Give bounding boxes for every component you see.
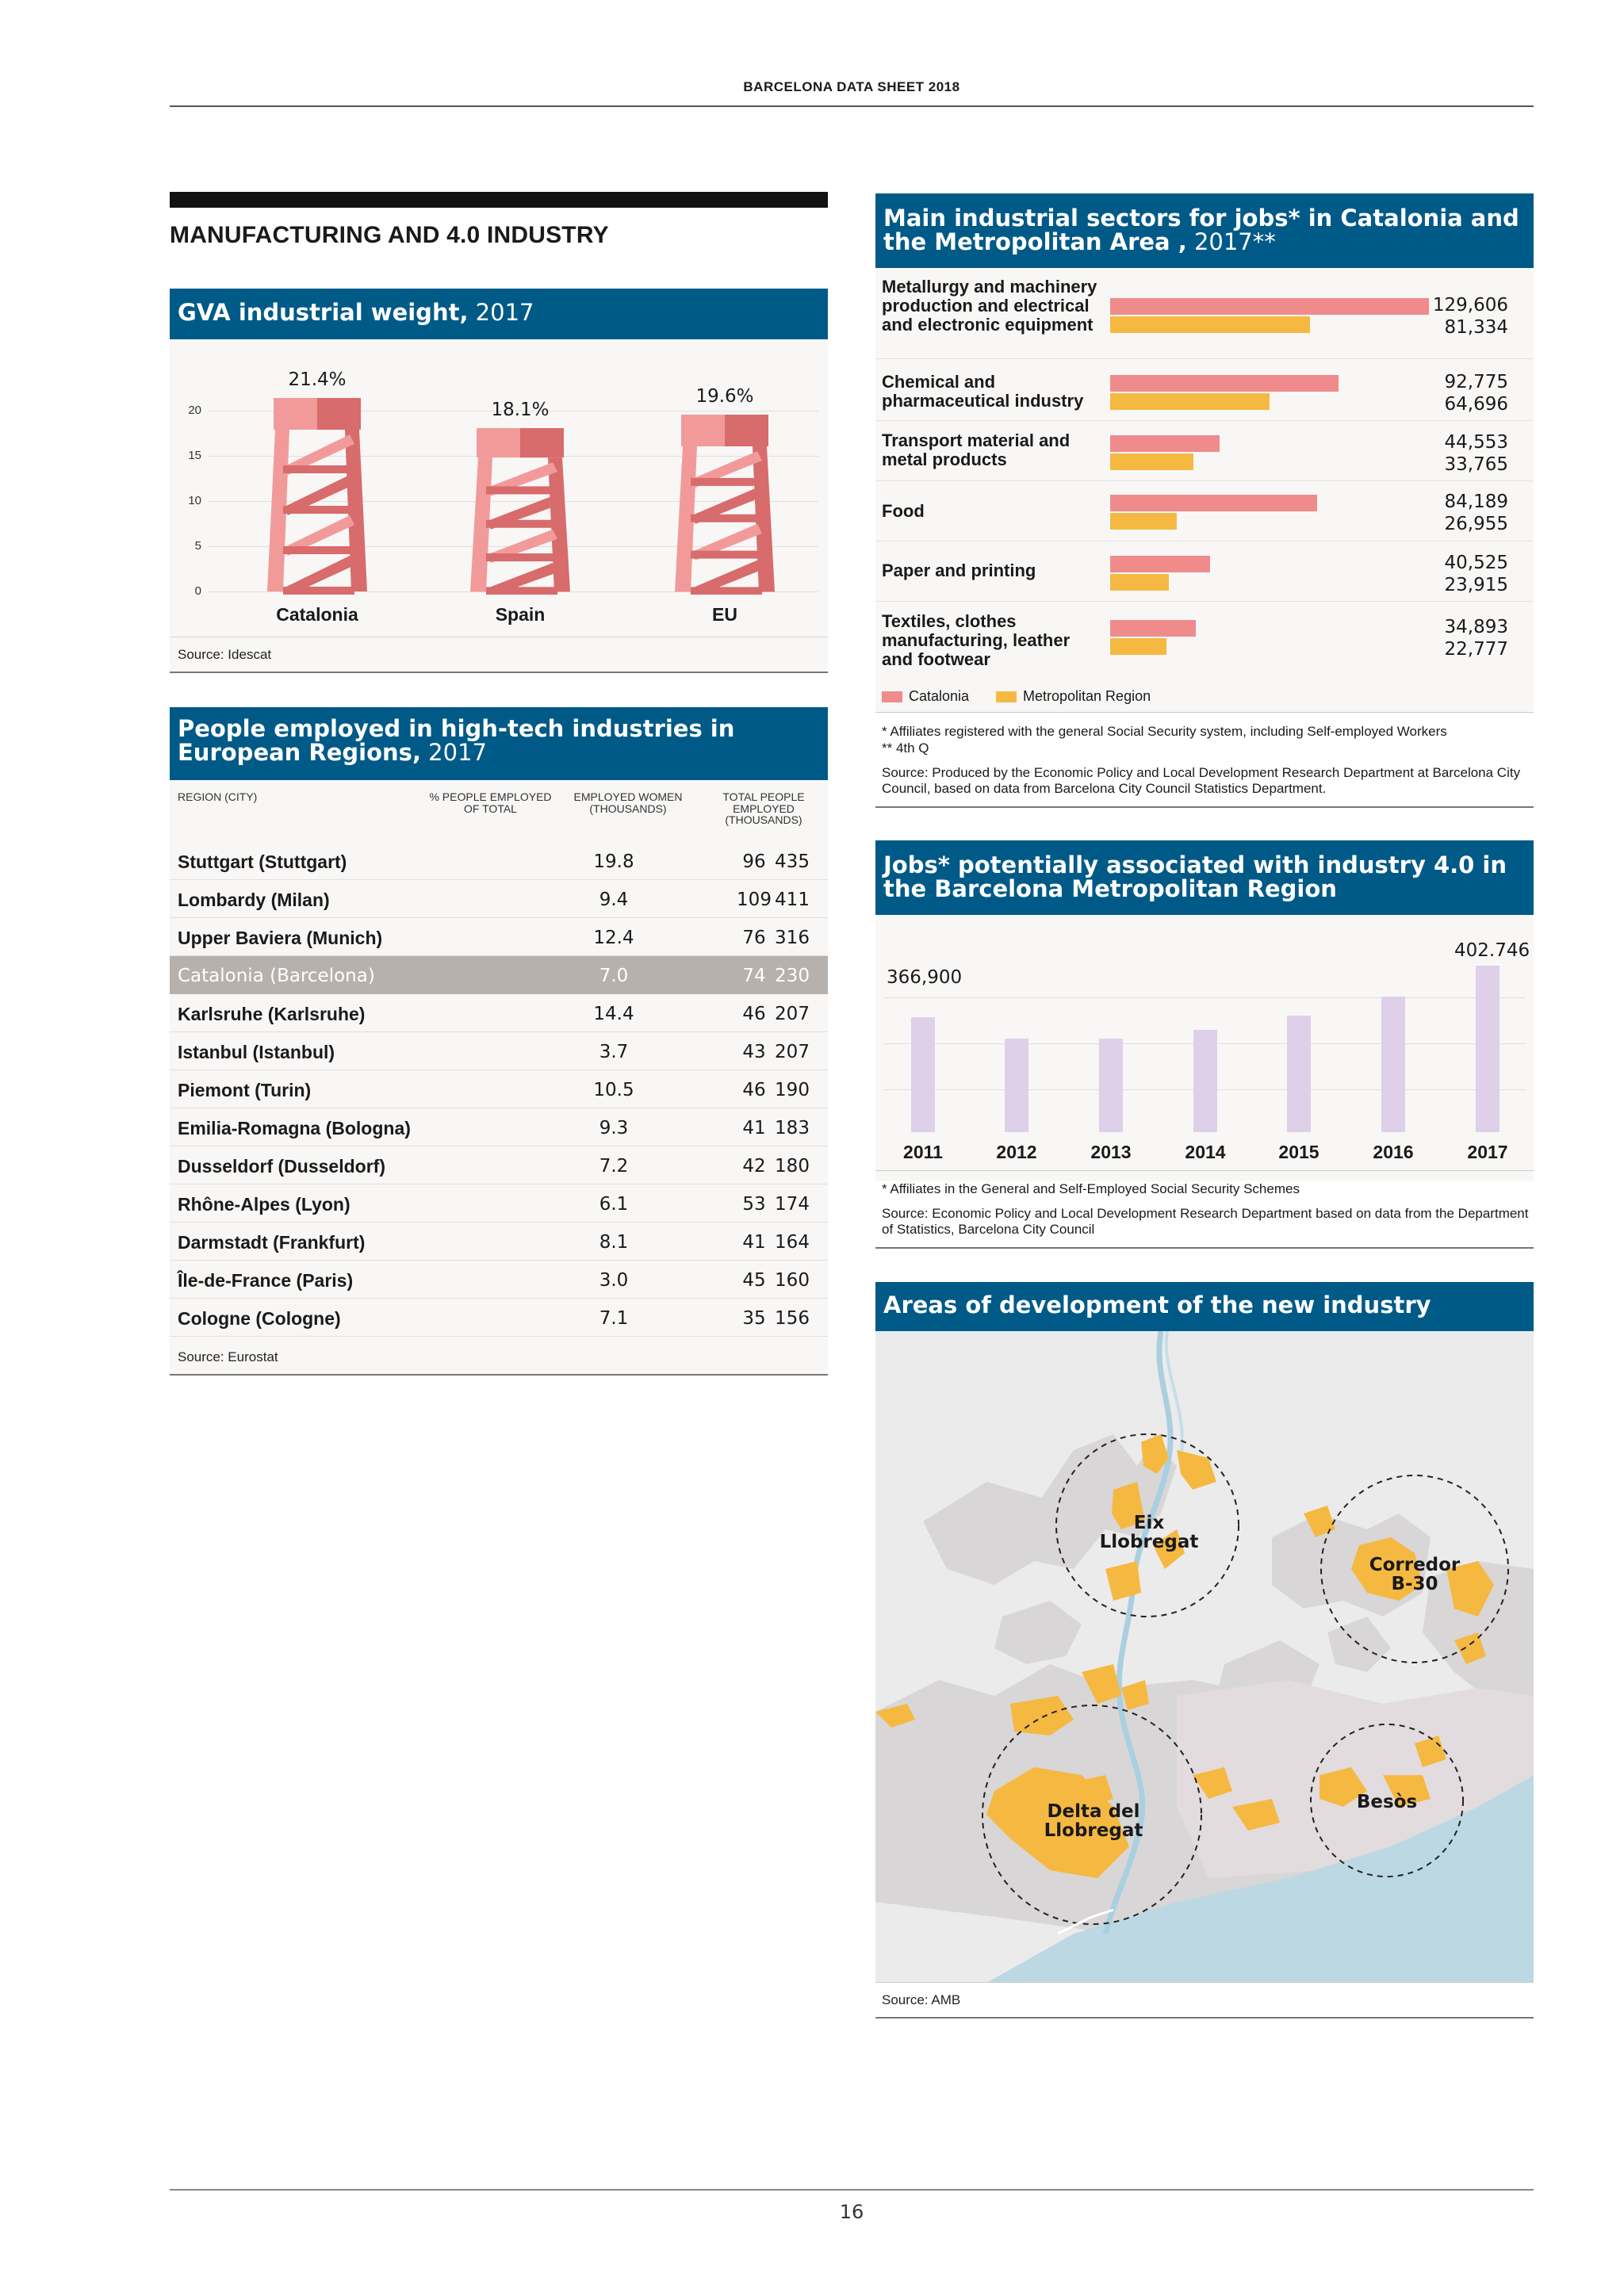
- value-metropolitan: 81,334: [1444, 316, 1508, 338]
- pct-cell: 7.2: [599, 1156, 629, 1177]
- bar-metropolitan: [1110, 453, 1193, 470]
- pct-cell: 7.1: [599, 1308, 629, 1329]
- section-title: MANUFACTURING AND 4.0 INDUSTRY: [170, 222, 609, 248]
- bar-catalonia: [1110, 298, 1429, 315]
- footer-rule: [170, 2189, 1534, 2191]
- pct-cell: 8.1: [599, 1232, 629, 1253]
- jobs-bar: [1099, 1039, 1123, 1132]
- col-header-women: EMPLOYED WOMEN (THOUSANDS): [573, 790, 683, 815]
- jobs-bar: [1005, 1039, 1028, 1132]
- sector-separator: [875, 601, 1534, 602]
- jobs-bar: [911, 1017, 935, 1132]
- map-bottom-rule: [875, 2017, 1534, 2019]
- hightech-source: Source: Eurostat: [178, 1349, 278, 1364]
- jobs-year-label: 2011: [903, 1142, 943, 1162]
- women-cell: 53: [742, 1194, 766, 1215]
- region-cell: Lombardy (Milan): [178, 890, 330, 910]
- table-row: [170, 1299, 828, 1337]
- bar-metropolitan: [1110, 513, 1177, 530]
- region-cell: Rhône-Alpes (Lyon): [178, 1194, 350, 1215]
- hightech-panel-title: [170, 707, 828, 780]
- table-row: [170, 918, 828, 956]
- jobs-bar: [1476, 966, 1500, 1132]
- gva-category-label: EU: [712, 604, 737, 625]
- map-divider: [875, 1982, 1534, 1983]
- sector-values: [1411, 372, 1508, 415]
- jobs-year-label: 2017: [1467, 1142, 1508, 1162]
- pct-cell: 10.5: [593, 1080, 634, 1100]
- header-rule: [170, 105, 1534, 107]
- gva-tower-catalonia: [266, 398, 369, 595]
- total-cell: 207: [775, 1042, 810, 1062]
- pct-cell: 3.0: [599, 1270, 629, 1291]
- pct-cell: 6.1: [599, 1194, 629, 1215]
- gva-ytick: 20: [188, 404, 201, 417]
- gva-title-year: 2017: [468, 299, 534, 326]
- legend-label-catalonia: Catalonia: [909, 688, 970, 704]
- jobs-note: * Affiliates in the General and Self-Employed Social Security Schemes: [882, 1181, 1300, 1196]
- table-row: [170, 1146, 828, 1184]
- col-header-region: REGION (CITY): [178, 790, 258, 803]
- value-metropolitan: 22,777: [1444, 638, 1508, 660]
- sectors-title-year: 2017**: [1186, 228, 1276, 256]
- women-cell: 46: [742, 1080, 766, 1100]
- jobs-year-label: 2014: [1185, 1142, 1226, 1162]
- table-row: [170, 842, 828, 880]
- women-cell: 109: [737, 890, 772, 910]
- gva-tower-spain: [469, 428, 572, 595]
- jobs-gridline: [883, 997, 1526, 998]
- region-cell: Emilia-Romagna (Bologna): [178, 1118, 411, 1138]
- sectors-note-2: ** 4th Q: [882, 740, 929, 756]
- region-cell: Cologne (Cologne): [178, 1308, 341, 1329]
- map-label-eix-llobregat: Eix Llobregat: [1099, 1513, 1199, 1553]
- sector-values: [1411, 492, 1508, 535]
- sector-label: Food: [882, 501, 925, 521]
- gva-category-label: Catalonia: [276, 604, 358, 625]
- value-catalonia: 40,525: [1444, 553, 1508, 573]
- jobs-bar: [1193, 1030, 1217, 1132]
- map-label-besos: Besòs: [1356, 1792, 1418, 1812]
- women-cell: 41: [742, 1232, 766, 1253]
- jobs-first-value: 366,900: [887, 967, 963, 988]
- total-cell: 435: [775, 851, 810, 872]
- sector-values: [1411, 432, 1508, 476]
- table-row: [170, 1184, 828, 1223]
- jobs-year-label: 2012: [996, 1142, 1037, 1162]
- value-catalonia: 129,606: [1432, 295, 1508, 316]
- value-catalonia: 34,893: [1444, 617, 1508, 637]
- bar-catalonia: [1110, 375, 1339, 392]
- value-metropolitan: 64,696: [1444, 393, 1508, 415]
- table-row: [170, 1070, 828, 1108]
- legend-label-metropolitan: Metropolitan Region: [1023, 688, 1151, 704]
- sector-separator: [875, 480, 1534, 481]
- sector-label: Metallurgy and machinery production and electrical and electronic equipment: [882, 277, 1097, 335]
- section-bar: [170, 192, 828, 208]
- col-header-pct: % PEOPLE EMPLOYED OF TOTAL: [429, 790, 552, 815]
- gva-panel-title: [170, 289, 828, 339]
- sectors-note-1: * Affiliates registered with the general Social Security system, including Self-employed Workers: [882, 724, 1447, 739]
- region-cell: Île-de-France (Paris): [178, 1270, 354, 1291]
- sector-label: Textiles, clothes manufacturing, leather and footwear: [882, 611, 1071, 670]
- hightech-title-year: 2017: [420, 739, 487, 767]
- pct-cell: 14.4: [593, 1004, 634, 1024]
- sector-values: [1411, 617, 1508, 660]
- table-row: [170, 1108, 828, 1146]
- region-cell: Istanbul (Istanbul): [178, 1042, 335, 1062]
- jobs-source: Source: Economic Policy and Local Development Research Department based on data from the Department of Statistics, Barcelona City Council: [882, 1206, 1529, 1238]
- sector-label: Chemical and pharmaceutical industry: [882, 372, 1084, 411]
- value-metropolitan: 33,765: [1444, 453, 1508, 475]
- jobs-bar: [1287, 1016, 1311, 1132]
- pct-cell: 7.0: [599, 966, 629, 986]
- bar-metropolitan: [1110, 574, 1169, 591]
- total-cell: 411: [775, 890, 810, 910]
- value-catalonia: 84,189: [1444, 492, 1508, 512]
- jobs-year-label: 2015: [1278, 1142, 1320, 1162]
- region-cell: Dusseldorf (Dusseldorf): [178, 1156, 385, 1177]
- map-label-delta-llobregat: Delta del Llobregat: [1044, 1801, 1143, 1842]
- region-cell: Catalonia (Barcelona): [178, 966, 375, 986]
- gva-source: Source: Idescat: [178, 647, 272, 662]
- bar-catalonia: [1110, 435, 1220, 452]
- table-row: [170, 1261, 828, 1299]
- pct-cell: 12.4: [593, 928, 634, 948]
- map-svg: [875, 1331, 1534, 1983]
- jobs-bottom-rule: [875, 1247, 1534, 1249]
- jobs-bar: [1381, 997, 1405, 1132]
- women-cell: 41: [742, 1118, 766, 1138]
- gva-value-label: 21.4%: [288, 369, 347, 391]
- pct-cell: 3.7: [599, 1042, 629, 1062]
- region-cell: Upper Baviera (Munich): [178, 928, 383, 948]
- map-source: Source: AMB: [882, 1992, 961, 2007]
- bar-catalonia: [1110, 495, 1317, 511]
- table-row: [170, 1223, 828, 1261]
- legend-swatch-metropolitan: [996, 691, 1017, 702]
- jobs-last-value: 402.746: [1454, 940, 1530, 961]
- jobs-year-label: 2016: [1373, 1142, 1414, 1162]
- jobs-divider: [875, 1170, 1534, 1171]
- bar-catalonia: [1110, 556, 1210, 572]
- pct-cell: 19.8: [593, 851, 634, 872]
- sectors-bottom-rule: [875, 806, 1534, 808]
- women-cell: 35: [742, 1308, 766, 1329]
- legend-swatch-catalonia: [882, 691, 902, 702]
- region-cell: Karlsruhe (Karlsruhe): [178, 1004, 366, 1024]
- total-cell: 190: [775, 1080, 810, 1100]
- table-row: [170, 994, 828, 1032]
- gva-ytick: 5: [194, 539, 201, 553]
- total-cell: 180: [775, 1156, 810, 1177]
- sector-values: [1411, 553, 1508, 596]
- total-cell: 316: [775, 928, 810, 948]
- sector-separator: [875, 358, 1534, 359]
- women-cell: 45: [742, 1270, 766, 1291]
- table-row: [170, 880, 828, 918]
- region-cell: Stuttgart (Stuttgart): [178, 851, 347, 872]
- women-cell: 43: [742, 1042, 766, 1062]
- sectors-source: Source: Produced by the Economic Policy and Local Development Research Department at Barcelona City Council, based on data from Barcelona City Council Statistics Department.: [882, 765, 1521, 797]
- total-cell: 183: [775, 1118, 810, 1138]
- table-row: [170, 956, 828, 994]
- sectors-divider: [875, 712, 1534, 713]
- women-cell: 74: [742, 966, 766, 986]
- hightech-bottom-rule: [170, 1374, 828, 1376]
- col-header-total: TOTAL PEOPLE EMPLOYED (THOUSANDS): [722, 790, 805, 827]
- jobs-year-label: 2013: [1090, 1142, 1132, 1162]
- total-cell: 160: [775, 1270, 810, 1291]
- sector-label: Transport material and metal products: [882, 430, 1071, 470]
- total-cell: 207: [775, 1004, 810, 1024]
- sector-values: [1411, 295, 1508, 339]
- value-catalonia: 92,775: [1444, 372, 1508, 392]
- gva-title-bold: GVA industrial weight,: [178, 299, 469, 326]
- gva-ytick: 0: [194, 584, 201, 598]
- region-cell: Piemont (Turin): [178, 1080, 312, 1100]
- bar-catalonia: [1110, 620, 1196, 637]
- women-cell: 42: [742, 1156, 766, 1177]
- bar-metropolitan: [1110, 638, 1166, 655]
- pct-cell: 9.3: [599, 1118, 629, 1138]
- sectors-panel-title: [875, 193, 1534, 268]
- bar-metropolitan: [1110, 316, 1310, 333]
- sector-label: Paper and printing: [882, 561, 1036, 580]
- women-cell: 46: [742, 1004, 766, 1024]
- gva-bottom-rule: [170, 672, 828, 673]
- gva-value-label: 19.6%: [695, 385, 754, 407]
- sector-separator: [875, 420, 1534, 421]
- jobs-panel-title: Jobs* potentially associated with industry 4.0 in the Barcelona Metropolitan Region: [875, 840, 1534, 915]
- women-cell: 76: [742, 928, 766, 948]
- total-cell: 174: [775, 1194, 810, 1215]
- women-cell: 96: [742, 851, 766, 872]
- gva-tower-eu: [673, 415, 776, 595]
- region-cell: Darmstadt (Frankfurt): [178, 1232, 366, 1253]
- hightech-title-bold: People employed in high-tech industries in European Regions,: [178, 715, 735, 767]
- sectors-title-bold: Main industrial sectors for jobs* in Catalonia and the Metropolitan Area ,: [883, 205, 1519, 256]
- value-metropolitan: 23,915: [1444, 574, 1508, 595]
- gva-ytick: 10: [188, 494, 201, 507]
- gva-ytick: 15: [188, 449, 201, 462]
- bar-metropolitan: [1110, 393, 1270, 410]
- gva-value-label: 18.1%: [491, 399, 550, 420]
- total-cell: 164: [775, 1232, 810, 1253]
- pct-cell: 9.4: [599, 890, 629, 910]
- map-label-corredor-b30: Corredor B-30: [1369, 1555, 1461, 1595]
- value-metropolitan: 26,955: [1444, 513, 1508, 534]
- total-cell: 156: [775, 1308, 810, 1329]
- table-row: [170, 1032, 828, 1070]
- value-catalonia: 44,553: [1444, 432, 1508, 453]
- gva-category-label: Spain: [495, 604, 546, 625]
- map-panel-title: Areas of development of the new industry: [875, 1282, 1534, 1331]
- document-header: BARCELONA DATA SHEET 2018: [743, 79, 960, 94]
- page-number: 16: [839, 2201, 864, 2223]
- total-cell: 230: [775, 966, 810, 986]
- industry-map: [875, 1331, 1534, 1983]
